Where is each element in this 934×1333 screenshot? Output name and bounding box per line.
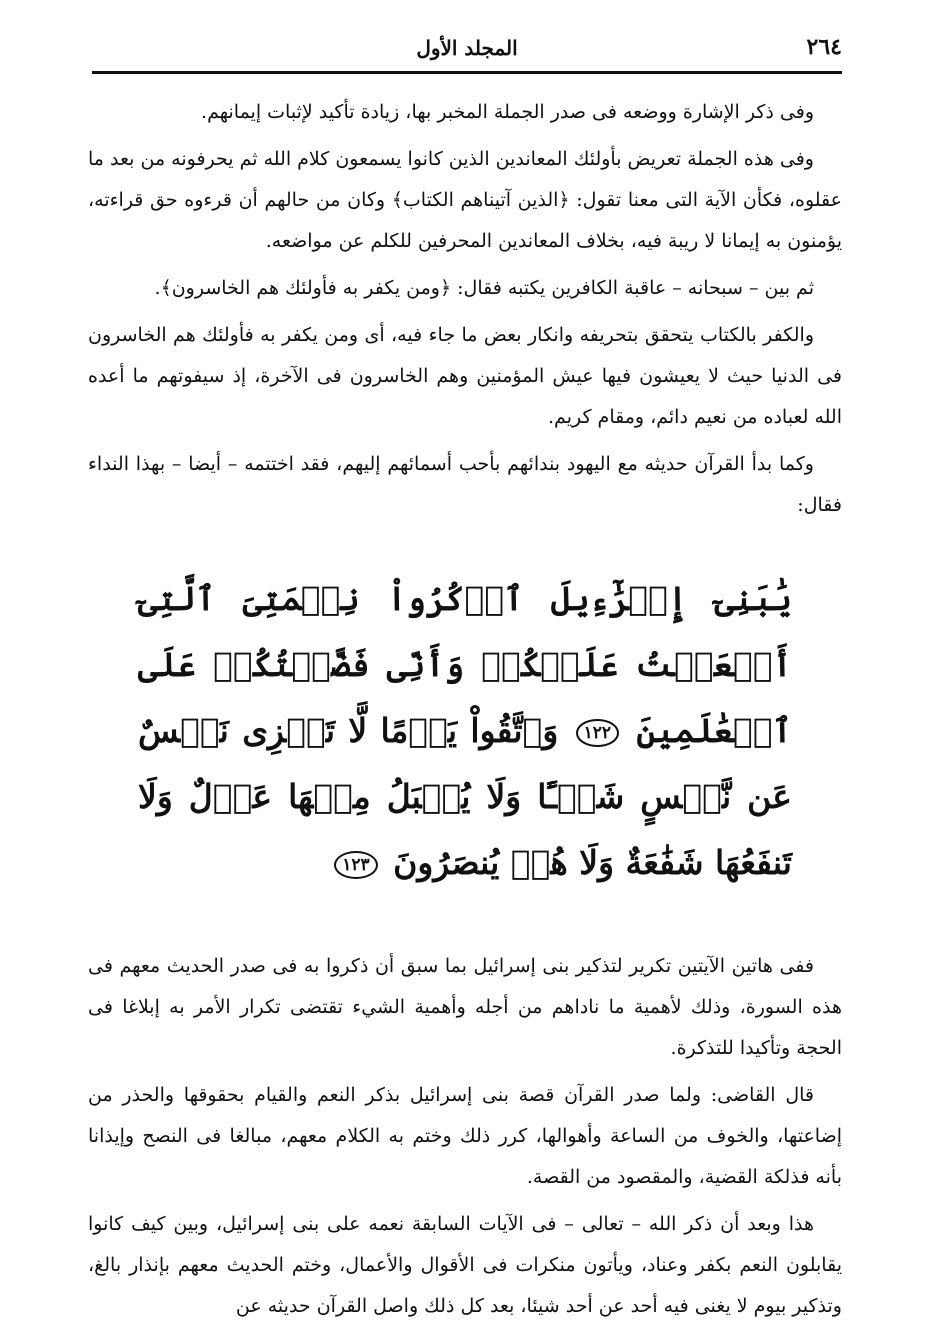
paragraph: قال القاضى: ولما صدر القرآن قصة بنى إسرائيل بذكر النعم والقيام بحقوقها والحذر من إضاعتها، والخوف من الساعة وأهوالها، كرر ذلك وختم به الكلام معهم، مبالغا فى النصح وإيذانا بأنه فذلكة القضية، والمقصود من القصة.: [88, 1084, 842, 1188]
paragraph: ففى هاتين الآيتين تكرير لتذكير بنى إسرائيل بما سبق أن ذكروا به فى صدر الحديث معهم فى هذه السورة، وذلك لأهمية ما ناداهم من أجله وأهمية الشيء تقتضى تكرار الأمر به إبلاغا فى الحجة وتأكيدا للتذكرة.: [88, 955, 842, 1059]
paragraph: وفى ذكر الإشارة ووضعه فى صدر الجملة المخبر بها، زيادة تأكيد لإثبات إيمانهم.: [201, 101, 814, 123]
header-rule: [92, 71, 842, 74]
page-body: [88, 92, 842, 1333]
ayah-number-marker: ١٢٢: [576, 719, 619, 747]
page-header: [92, 34, 842, 74]
paragraph: وكما بدأ القرآن حديثه مع اليهود بندائهم بأحب أسمائهم إليهم، فقد اختتمه – أيضا – بهذا النداء فقال:: [88, 453, 842, 516]
page-number: ٢٦٤: [806, 34, 842, 60]
ayah-number-marker: ١٢٣: [334, 851, 377, 879]
paragraph: هذا وبعد أن ذكر الله – تعالى – فى الآيات السابقة نعمه على بنى إسرائيل، وبين كيف كانوا يقابلون النعم بكفر وعناد، ويأتون منكرات فى الأقوال والأعمال، وختم الحديث معهم بإنذار بالغ، وتذكير بيوم لا يغنى فيه أحد عن أحد شيئا، بعد كل ذلك واصل القرآن حديثه عن: [88, 1213, 842, 1317]
paragraph: والكفر بالكتاب يتحقق بتحريفه وانكار بعض ما جاء فيه، أى ومن يكفر به فأولئك هم الخاسرون فى الدنيا حيث لا يعيشون فيها عيش المؤمنين وهم الخاسرون فى الآخرة، إذ سيفوتهم ما أعده الله لعباده من نعيم دائم، ومقام كريم.: [88, 324, 842, 428]
verse-text-123: وَٱتَّقُواْ يَوۡمًا لَّا تَجۡزِى نَفۡسٌ عَن نَّفۡسٍ شَيۡـًٔا وَلَا يُقۡبَلُ مِنۡهَا عَدۡلٌ وَلَا تَنفَعُهَا شَفَٰعَةٌ وَلَا هُمۡ يُنصَرُونَ: [138, 711, 792, 882]
running-title: المجلد الأول: [416, 36, 518, 60]
verse-text-122: يَٰبَنِىٓ إِسۡرَٰٓءِيلَ ٱذۡكُرُواْ نِعۡمَتِىَ ٱلَّتِىٓ أَنۡعَمۡتُ عَلَيۡكُمۡ وَأَنِّى فَضَّلۡتُكُمۡ عَلَى ٱلۡعَٰلَمِينَ: [138, 579, 792, 750]
paragraph: ثم بين – سبحانه – عاقبة الكافرين يكتبه فقال: ﴿ومن يكفر به فأولئك هم الخاسرون﴾.: [154, 277, 814, 299]
quran-verse-block: [138, 566, 792, 896]
paragraph: وفى هذه الجملة تعريض بأولئك المعاندين الذين كانوا يسمعون كلام الله ثم يحرفونه من بعد ما عقلوه، فكأن الآية التى معنا تقول: ﴿الذين آتيناهم الكتاب﴾ وكان من حالهم أن قرءوه حق قراءته، يؤمنون به إيمانا لا ريبة فيه، بخلاف المعاندين المحرفين للكلم عن مواضعه.: [88, 148, 842, 252]
